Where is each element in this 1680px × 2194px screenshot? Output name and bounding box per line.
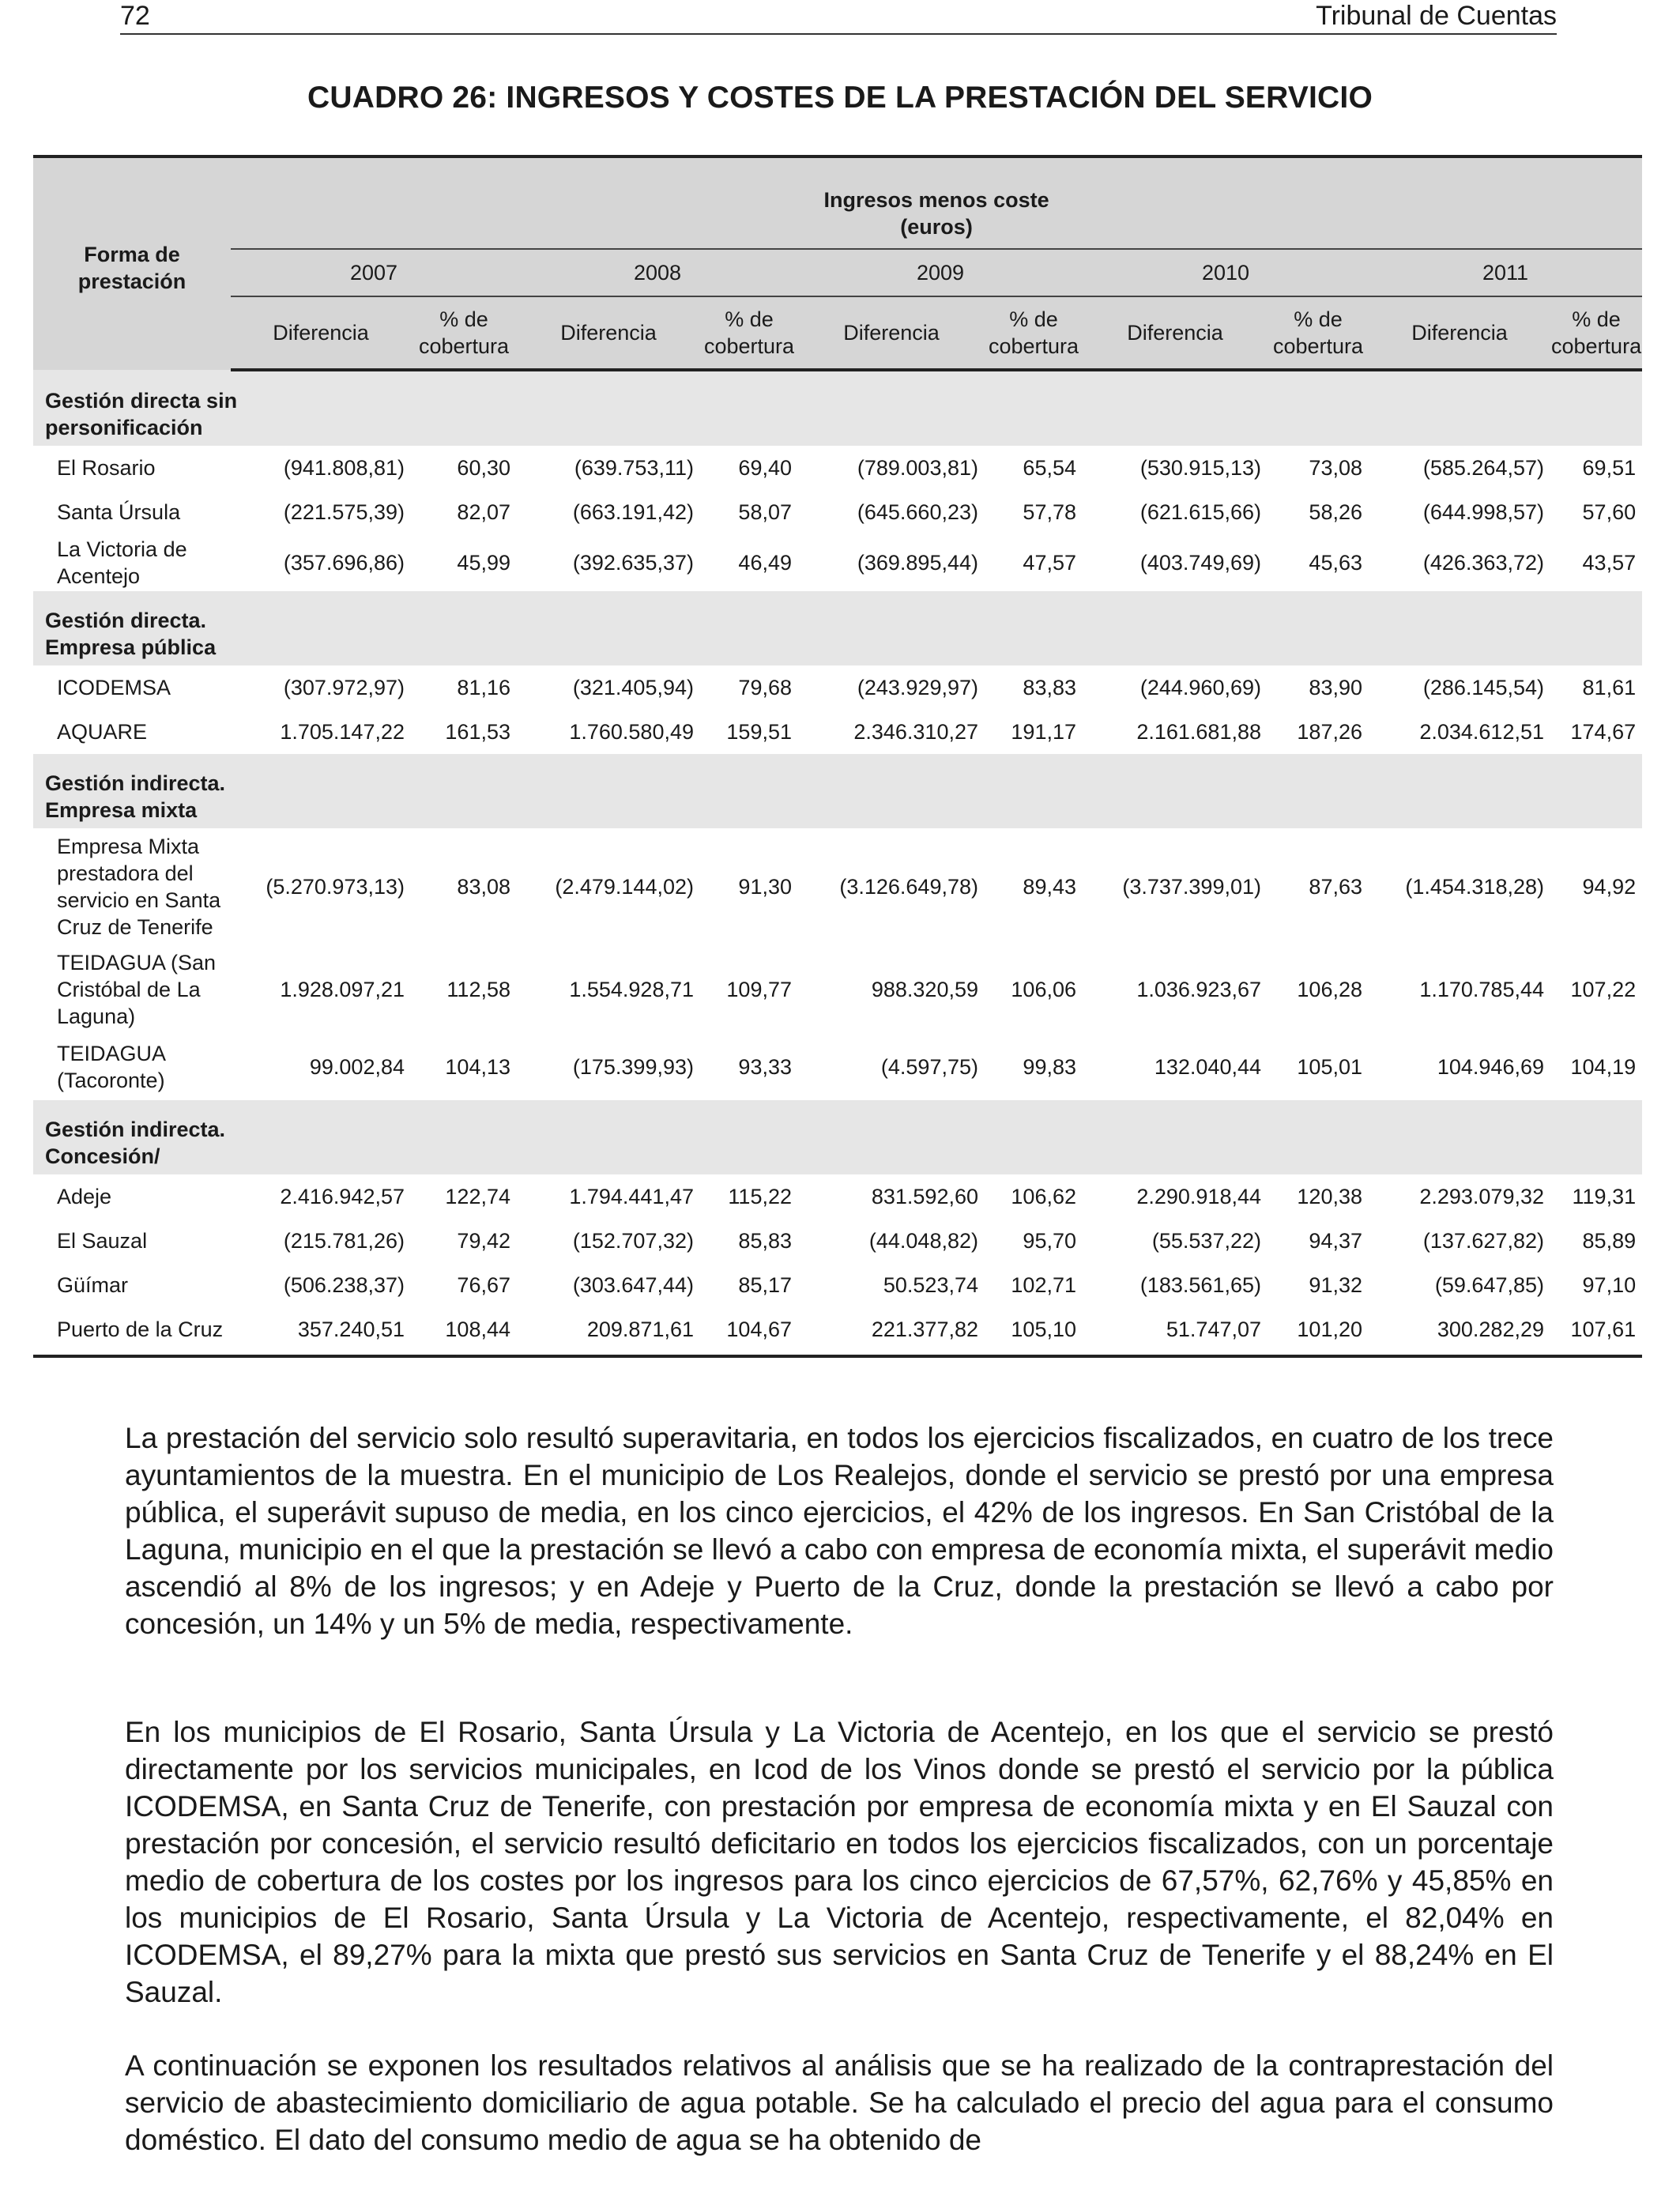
cobertura-cell: 79,42 xyxy=(457,1228,510,1253)
table-title: CUADRO 26: INGRESOS Y COSTES DE LA PRESTACIÓN DEL SERVICIO xyxy=(307,81,1373,115)
diferencia-cell: 2.290.918,44 xyxy=(1136,1184,1261,1208)
cobertura-cell: 161,53 xyxy=(445,719,510,744)
diferencia-cell: (3.737.399,01) xyxy=(1122,874,1261,899)
cobertura-line2: cobertura xyxy=(703,334,795,358)
cobertura-cell: 73,08 xyxy=(1309,455,1362,480)
ingresos-header-line2: (euros) xyxy=(900,215,973,239)
cobertura-cell: 45,63 xyxy=(1309,550,1362,575)
municipality-name-line: TEIDAGUA xyxy=(57,1042,167,1065)
diferencia-cell: (621.615,66) xyxy=(1139,499,1261,524)
cobertura-cell: 120,38 xyxy=(1297,1184,1362,1208)
cobertura-cell: 105,10 xyxy=(985,1307,1083,1356)
forma-header-line2: prestación xyxy=(77,270,186,293)
cobertura-cell: 99,83 xyxy=(1023,1054,1076,1079)
cobertura-header xyxy=(700,296,798,370)
table-row xyxy=(33,1174,1642,1219)
cobertura-line2: cobertura xyxy=(1551,334,1642,358)
diferencia-cell: (175.399,93) xyxy=(572,1054,694,1079)
municipality-name xyxy=(33,534,231,591)
cobertura-cell: 79,68 xyxy=(738,675,792,699)
institution-name: Tribunal de Cuentas xyxy=(1316,1,1557,31)
cobertura-cell: 45,99 xyxy=(457,550,510,575)
cobertura-cell: 95,70 xyxy=(1023,1228,1076,1253)
diferencia-header: Diferencia xyxy=(798,296,985,370)
diferencia-cell: 209.871,61 xyxy=(517,1307,700,1356)
cobertura-line2: cobertura xyxy=(988,334,1079,358)
cobertura-cell: 89,43 xyxy=(1023,874,1076,899)
cobertura-cell: 82,07 xyxy=(457,499,510,524)
municipality-name-line: ICODEMSA xyxy=(57,676,171,699)
diferencia-cell: 2.161.681,88 xyxy=(1136,719,1261,744)
diferencia-cell: 1.170.785,44 xyxy=(1419,977,1544,1001)
municipality-name-line: El Sauzal xyxy=(57,1229,148,1253)
table-row xyxy=(33,1034,1642,1100)
cobertura-cell: 119,31 xyxy=(1572,1184,1637,1208)
paragraph: En los municipios de El Rosario, Santa Úrsula y La Victoria de Acentejo, en los que el servicio se prestó directamente por los servicios municipales, en Icod de los Vinos donde se prestó el servicio por la pública ICODEMSA, en Santa Cruz de Tenerife, con prestación por empresa de economía mixta y en El Sauzal con prestación por concesión, el servicio resultó deficitario en todos los ejercicios fiscalizados, con un porcentaje medio de cobertura de los costes por los ingresos para los cinco ejercicios de 67,57%, 62,76% y 45,85% en los municipios de El Rosario, Santa Úrsula y La Victoria de Acentejo, respectivamente, el 82,04% en ICODEMSA, el 89,27% para la mixta que prestó sus servicios en Santa Cruz de Tenerife y el 88,24% en El Sauzal. xyxy=(125,1716,1554,2008)
diferencia-cell: 831.592,60 xyxy=(871,1184,978,1208)
diferencia-cell: (44.048,82) xyxy=(868,1228,978,1253)
cobertura-cell: 106,62 xyxy=(1011,1184,1076,1208)
cobertura-cell: 57,78 xyxy=(1023,499,1076,524)
group-title-line: Gestión directa sin xyxy=(45,389,238,413)
group-title-line: Gestión directa. xyxy=(45,609,207,632)
group-title xyxy=(33,370,1642,446)
cobertura-cell: 107,61 xyxy=(1550,1307,1642,1356)
cobertura-cell: 91,30 xyxy=(738,874,792,899)
cobertura-cell: 105,01 xyxy=(1297,1054,1362,1079)
municipality-name xyxy=(33,490,231,534)
municipality-name-line: Santa Úrsula xyxy=(57,500,181,524)
cobertura-header xyxy=(411,296,517,370)
paragraph: La prestación del servicio solo resultó superavitaria, en todos los ejercicios fiscalizados, en cuatro de los trece ayuntamientos de la muestra. En el municipio de Los Realejos, donde el servicio se prestó por una empresa pública, el superávit supuso de media, en los cinco ejercicios, el 42% de los ingresos. En San Cristóbal de la Laguna, municipio en el que la prestación se llevó a cabo con empresa de economía mixta, el superávit medio ascendió al 8% de los ingresos; y en Adeje y Puerto de la Cruz, donde la prestación se llevó a cabo por concesión, un 14% y un 5% de media, respectivamente. xyxy=(125,1422,1554,1640)
diferencia-cell: (426.363,72) xyxy=(1422,550,1544,575)
municipality-name-line: Laguna) xyxy=(57,1005,136,1028)
cobertura-cell: 122,74 xyxy=(445,1184,510,1208)
forma-prestacion-header xyxy=(33,156,231,370)
diferencia-cell: (644.998,57) xyxy=(1422,499,1544,524)
year-header: 2010 xyxy=(1083,249,1369,296)
cobertura-cell: 85,83 xyxy=(738,1228,792,1253)
diferencia-cell: (392.635,37) xyxy=(572,550,694,575)
municipality-name-line: AQUARE xyxy=(57,720,148,744)
cobertura-cell: 187,26 xyxy=(1297,719,1362,744)
municipality-name xyxy=(33,1263,231,1307)
diferencia-cell: 2.346.310,27 xyxy=(853,719,978,744)
diferencia-cell: 2.293.079,32 xyxy=(1419,1184,1544,1208)
diferencia-cell: (369.895,44) xyxy=(857,550,978,575)
diferencia-cell: (59.647,85) xyxy=(1434,1272,1544,1297)
cobertura-cell: 107,22 xyxy=(1570,977,1637,1001)
diferencia-cell: 300.282,29 xyxy=(1369,1307,1550,1356)
cobertura-cell: 47,57 xyxy=(1023,550,1076,575)
cobertura-cell: 60,30 xyxy=(457,455,510,480)
diferencia-cell: 2.416.942,57 xyxy=(280,1184,405,1208)
diferencia-cell: (221.575,39) xyxy=(283,499,405,524)
diferencia-cell: 1.036.923,67 xyxy=(1136,977,1261,1001)
diferencia-cell: 1.760.580,49 xyxy=(569,719,694,744)
diferencia-cell: (3.126.649,78) xyxy=(839,874,978,899)
group-title-line: Concesión/ xyxy=(45,1144,160,1168)
diferencia-cell: (789.003,81) xyxy=(857,455,978,480)
municipality-name-line: TEIDAGUA (San xyxy=(57,951,217,974)
table-row xyxy=(33,828,1642,945)
municipality-name xyxy=(33,1307,231,1356)
cobertura-cell: 57,60 xyxy=(1582,499,1637,524)
cobertura-cell: 106,28 xyxy=(1297,977,1362,1001)
diferencia-cell: (645.660,23) xyxy=(857,499,978,524)
diferencia-cell: (941.808,81) xyxy=(283,455,405,480)
cobertura-line2: cobertura xyxy=(418,334,510,358)
municipality-name-line: Güímar xyxy=(57,1273,129,1297)
year-header: 2007 xyxy=(231,249,517,296)
diferencia-cell: (639.753,11) xyxy=(574,455,694,480)
cobertura-cell: 58,07 xyxy=(738,499,792,524)
group-row xyxy=(33,591,1642,665)
diferencia-cell: (506.238,37) xyxy=(283,1272,405,1297)
group-title-line: Empresa pública xyxy=(45,635,217,659)
municipality-name xyxy=(33,446,231,490)
group-title-line: Empresa mixta xyxy=(45,798,198,822)
income-cost-table xyxy=(33,155,1642,1358)
diferencia-cell: (303.647,44) xyxy=(572,1272,694,1297)
year-header: 2011 xyxy=(1369,249,1642,296)
diferencia-cell: (215.781,26) xyxy=(283,1228,405,1253)
group-row xyxy=(33,1100,1642,1174)
group-title-line: personificación xyxy=(45,416,203,439)
table-row xyxy=(33,710,1642,754)
cobertura-cell: 104,67 xyxy=(700,1307,798,1356)
year-header: 2008 xyxy=(517,249,798,296)
ingresos-menos-coste-header xyxy=(231,156,1642,249)
cobertura-cell: 76,67 xyxy=(457,1272,510,1297)
cobertura-line1: % de xyxy=(725,307,774,331)
cobertura-cell: 104,19 xyxy=(1570,1054,1637,1079)
cobertura-cell: 83,90 xyxy=(1309,675,1362,699)
cobertura-header xyxy=(1550,296,1642,370)
cobertura-cell: 69,40 xyxy=(738,455,792,480)
diferencia-header: Diferencia xyxy=(517,296,700,370)
cobertura-cell: 46,49 xyxy=(738,550,792,575)
page-number: 72 xyxy=(120,1,150,31)
cobertura-cell: 83,83 xyxy=(1023,675,1076,699)
table-row xyxy=(33,1263,1642,1307)
diferencia-cell: 1.705.147,22 xyxy=(280,719,405,744)
cobertura-cell: 104,13 xyxy=(445,1054,510,1079)
cobertura-cell: 81,61 xyxy=(1582,675,1637,699)
group-title xyxy=(33,754,1642,828)
cobertura-line1: % de xyxy=(439,307,488,331)
diferencia-cell: 1.794.441,47 xyxy=(569,1184,694,1208)
cobertura-cell: 87,63 xyxy=(1309,874,1362,899)
municipality-name-line: Acentejo xyxy=(57,564,141,588)
diferencia-cell: (4.597,75) xyxy=(880,1054,978,1079)
group-title-line: Gestión indirecta. xyxy=(45,1118,226,1141)
forma-header-line1: Forma de xyxy=(84,243,180,266)
cobertura-cell: 191,17 xyxy=(1011,719,1076,744)
cobertura-cell: 109,77 xyxy=(726,977,792,1001)
cobertura-cell: 159,51 xyxy=(726,719,792,744)
diferencia-cell: (357.696,86) xyxy=(283,550,405,575)
municipality-name xyxy=(33,1174,231,1219)
cobertura-cell: 43,57 xyxy=(1582,550,1637,575)
municipality-name-line: prestadora del xyxy=(57,861,194,885)
cobertura-cell: 106,06 xyxy=(1011,977,1076,1001)
table-row xyxy=(33,1219,1642,1263)
cobertura-cell: 108,44 xyxy=(411,1307,517,1356)
cobertura-line2: cobertura xyxy=(1272,334,1364,358)
municipality-name-line: Cristóbal de La xyxy=(57,978,201,1001)
page-header xyxy=(120,0,1557,35)
diferencia-cell: (55.537,22) xyxy=(1151,1228,1261,1253)
diferencia-cell: (530.915,13) xyxy=(1139,455,1261,480)
table-row xyxy=(33,1307,1642,1356)
cobertura-cell: 97,10 xyxy=(1582,1272,1637,1297)
diferencia-cell: (5.270.973,13) xyxy=(266,874,405,899)
diferencia-cell: (137.627,82) xyxy=(1422,1228,1544,1253)
municipality-name xyxy=(33,665,231,710)
diferencia-cell: 104.946,69 xyxy=(1437,1054,1544,1079)
table-row xyxy=(33,446,1642,490)
cobertura-line1: % de xyxy=(1572,307,1621,331)
table-row xyxy=(33,490,1642,534)
municipality-name-line: (Tacoronte) xyxy=(57,1069,165,1092)
cobertura-cell: 174,67 xyxy=(1570,719,1637,744)
group-row xyxy=(33,754,1642,828)
diferencia-cell: 1.554.928,71 xyxy=(569,977,694,1001)
ingresos-header-line1: Ingresos menos coste xyxy=(823,188,1049,212)
cobertura-cell: 83,08 xyxy=(457,874,510,899)
cobertura-cell: 69,51 xyxy=(1582,455,1637,480)
cobertura-cell: 93,33 xyxy=(738,1054,792,1079)
table-row xyxy=(33,534,1642,591)
diferencia-cell: (286.145,54) xyxy=(1422,675,1544,699)
diferencia-header: Diferencia xyxy=(1083,296,1268,370)
cobertura-cell: 91,32 xyxy=(1309,1272,1362,1297)
diferencia-cell: (307.972,97) xyxy=(283,675,405,699)
diferencia-cell: (1.454.318,28) xyxy=(1405,874,1544,899)
municipality-name-line: servicio en Santa xyxy=(57,888,221,912)
group-title xyxy=(33,591,1642,665)
diferencia-header: Diferencia xyxy=(1369,296,1550,370)
cobertura-cell: 85,17 xyxy=(738,1272,792,1297)
diferencia-cell: (152.707,32) xyxy=(572,1228,694,1253)
cobertura-cell: 94,37 xyxy=(1309,1228,1362,1253)
cobertura-cell: 112,58 xyxy=(446,977,510,1001)
table-row xyxy=(33,665,1642,710)
municipality-name-line: Adeje xyxy=(57,1185,112,1208)
municipality-name xyxy=(33,710,231,754)
diferencia-cell: 357.240,51 xyxy=(231,1307,411,1356)
municipality-name-line: Empresa Mixta xyxy=(57,835,200,858)
municipality-name-line: El Rosario xyxy=(57,456,156,480)
cobertura-cell: 65,54 xyxy=(1023,455,1076,480)
diferencia-cell: 51.747,07 xyxy=(1083,1307,1268,1356)
cobertura-cell: 94,92 xyxy=(1582,874,1637,899)
cobertura-cell: 102,71 xyxy=(1011,1272,1076,1297)
municipality-name xyxy=(33,1219,231,1263)
cobertura-line1: % de xyxy=(1009,307,1058,331)
diferencia-cell: (585.264,57) xyxy=(1422,455,1544,480)
diferencia-cell: (2.479.144,02) xyxy=(555,874,694,899)
year-header: 2009 xyxy=(798,249,1083,296)
diferencia-cell: (183.561,65) xyxy=(1139,1272,1261,1297)
cobertura-cell: 85,89 xyxy=(1582,1228,1637,1253)
group-row xyxy=(33,370,1642,446)
municipality-name-line: Puerto de la Cruz xyxy=(57,1318,224,1341)
group-title xyxy=(33,1100,1642,1174)
cobertura-cell: 115,22 xyxy=(728,1184,792,1208)
diferencia-cell: 221.377,82 xyxy=(798,1307,985,1356)
table-row xyxy=(33,945,1642,1034)
table-body xyxy=(33,370,1642,1356)
diferencia-cell: 1.928.097,21 xyxy=(280,977,405,1001)
municipality-name xyxy=(33,1034,231,1100)
diferencia-cell: 132.040,44 xyxy=(1154,1054,1261,1079)
diferencia-cell: (663.191,42) xyxy=(572,499,694,524)
municipality-name xyxy=(33,828,231,945)
cobertura-header xyxy=(985,296,1083,370)
municipality-name-line: Cruz de Tenerife xyxy=(57,915,213,939)
diferencia-cell: 50.523,74 xyxy=(883,1272,978,1297)
diferencia-cell: 99.002,84 xyxy=(309,1054,405,1079)
diferencia-cell: (243.929,97) xyxy=(857,675,978,699)
diferencia-cell: 988.320,59 xyxy=(871,977,978,1001)
group-title-line: Gestión indirecta. xyxy=(45,771,226,795)
diferencia-cell: 2.034.612,51 xyxy=(1419,719,1544,744)
cobertura-line1: % de xyxy=(1294,307,1343,331)
diferencia-cell: (403.749,69) xyxy=(1139,550,1261,575)
cobertura-cell: 58,26 xyxy=(1309,499,1362,524)
diferencia-cell: (244.960,69) xyxy=(1139,675,1261,699)
cobertura-cell: 101,20 xyxy=(1268,1307,1369,1356)
paragraph: A continuación se exponen los resultados relativos al análisis que se ha realizado de la contraprestación del servicio de abastecimiento domiciliario de agua potable. Se ha calculado el precio del agua para el consumo doméstico. El dato del consumo medio de agua se ha obtenido de xyxy=(125,2049,1554,2156)
cobertura-cell: 81,16 xyxy=(457,675,510,699)
municipality-name-line: La Victoria de xyxy=(57,537,187,561)
municipality-name xyxy=(33,945,231,1034)
diferencia-cell: (321.405,94) xyxy=(572,675,694,699)
cobertura-header xyxy=(1268,296,1369,370)
diferencia-header: Diferencia xyxy=(231,296,411,370)
